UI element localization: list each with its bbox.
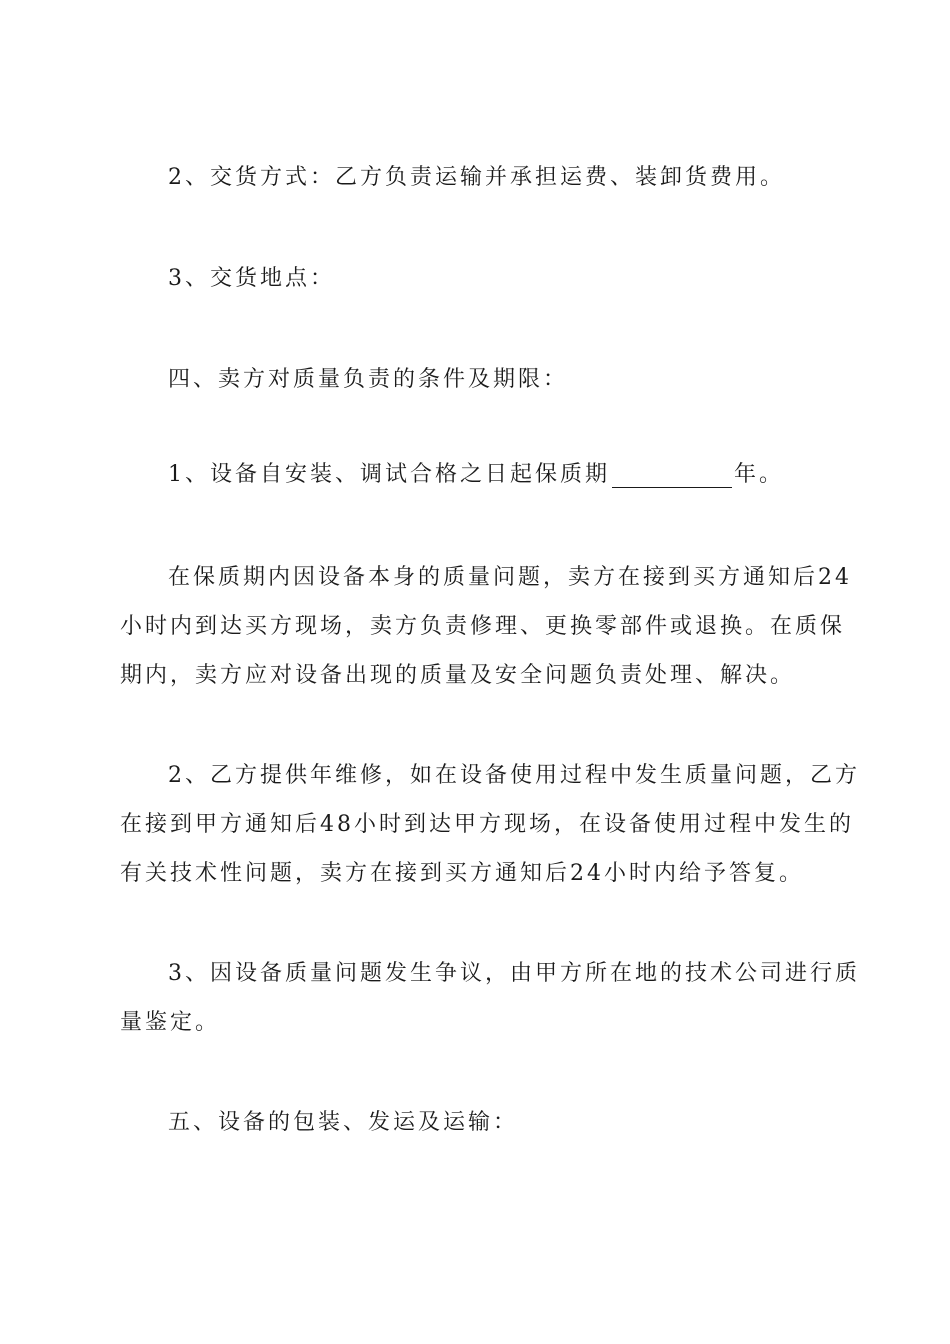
- text: 有关技术性问题，卖方在接到买方通知后24小时内给予答复。: [120, 861, 804, 886]
- paragraph-line: [120, 663, 840, 689]
- text: 3、交货地点：: [168, 266, 335, 291]
- text: 四、卖方对质量负责的条件及期限：: [168, 367, 569, 392]
- paragraph-line: [168, 565, 888, 591]
- text: 在保质期内因设备本身的质量问题，卖方在接到买方通知后24: [168, 565, 852, 590]
- paragraph-line: [168, 961, 888, 987]
- text: 3、因设备质量问题发生争议，由甲方所在地的技术公司进行质: [168, 961, 860, 986]
- delivery-method-line: [168, 165, 888, 191]
- paragraph-line: [120, 861, 840, 887]
- text: 年。: [734, 462, 785, 487]
- paragraph-line: [120, 614, 846, 640]
- text: 2、交货方式：乙方负责运输并承担运费、装卸货费用。: [168, 165, 785, 190]
- section-five-heading: [168, 1110, 888, 1136]
- warranty-period-line: [168, 462, 888, 488]
- text: 2、乙方提供年维修，如在设备使用过程中发生质量问题，乙方: [168, 763, 860, 788]
- fill-in-blank: [612, 463, 732, 488]
- text: 五、设备的包装、发运及运输：: [168, 1110, 519, 1135]
- section-four-heading: [168, 367, 888, 393]
- paragraph-line: [120, 1010, 840, 1036]
- paragraph-line: [120, 812, 854, 838]
- delivery-location-line: [168, 266, 888, 292]
- text: 期内，卖方应对设备出现的质量及安全问题负责处理、解决。: [120, 663, 796, 688]
- text: 小时内到达买方现场，卖方负责修理、更换零部件或退换。在质保: [120, 614, 846, 639]
- paragraph-line: [168, 763, 888, 789]
- text: 量鉴定。: [120, 1010, 221, 1035]
- text: 1、设备自安装、调试合格之日起保质期: [168, 462, 610, 487]
- text: 在接到甲方通知后48小时到达甲方现场，在设备使用过程中发生的: [120, 812, 854, 837]
